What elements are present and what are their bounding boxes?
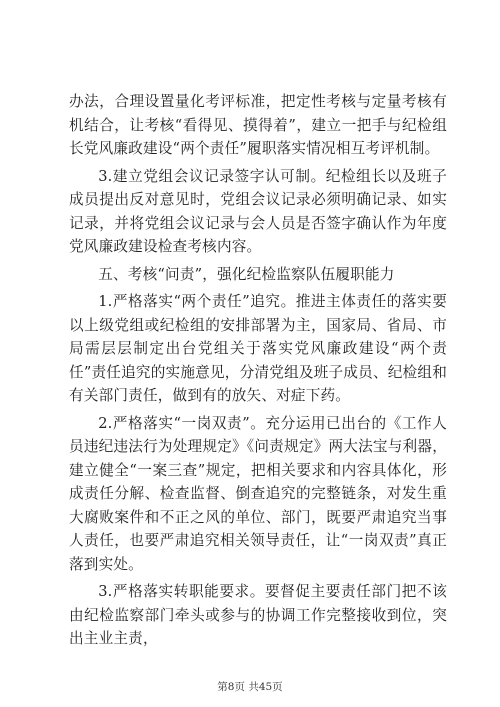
paragraph-one-post-two-duties: 2.严格落实“一岗双责”。充分运用已出台的《工作人员违纪违法行为处理规定》《问责规定》两大法宝与利器，建立健全“一案三查”规定，把相关要求和内容具体化，形成责任分解、检查监督、倒查追究的完整链条，对发生重大腐败案件和不正之风的单位、部门，既要严肃追究当事人责任，也要严肃追究相关领导责任，让“一岗双责”真正落到实处。 xyxy=(69,414,447,573)
section-heading-accountability: 五、考核“问责”，强化纪检监察队伍履职能力 xyxy=(98,265,395,283)
paragraph-function-transformation: 3.严格落实转职能要求。要督促主要责任部门把不该由纪检监察部门牵头或参与的协调工作完整接收到位，突出主业主责， xyxy=(69,583,447,647)
paragraph-evaluation-method: 办法，合理设置量化考评标准，把定性考核与定量考核有机结合，让考核“看得见、摸得着”，建立一把手与纪检组长党风廉政建设“两个责任”履职落实情况相互考评机制。 xyxy=(69,93,447,157)
page-footer xyxy=(0,679,500,694)
paragraph-meeting-record-signature: 3.建立党组会议记录签字认可制。纪检组长以及班子成员提出反对意见时，党组会议记录必须明确记录、如实记录，并将党组会议记录与会人员是否签字确认作为年度党风廉政建设检查考核内容。 xyxy=(69,167,447,255)
paragraph-two-responsibilities: 1.严格落实“两个责任”追究。推进主体责任的落实要以上级党组或纪检组的安排部署为主，国家局、省局、市局需层层制定出台党组关于落实党风廉政建设“两个责任”责任追究的实施意见，分清党组及班子成员、纪检组和有关部门责任，做到有的放矢、对症下药。 xyxy=(69,293,447,404)
document-body xyxy=(69,90,447,651)
page-number-indicator: 第8页 共45页 xyxy=(217,681,283,693)
